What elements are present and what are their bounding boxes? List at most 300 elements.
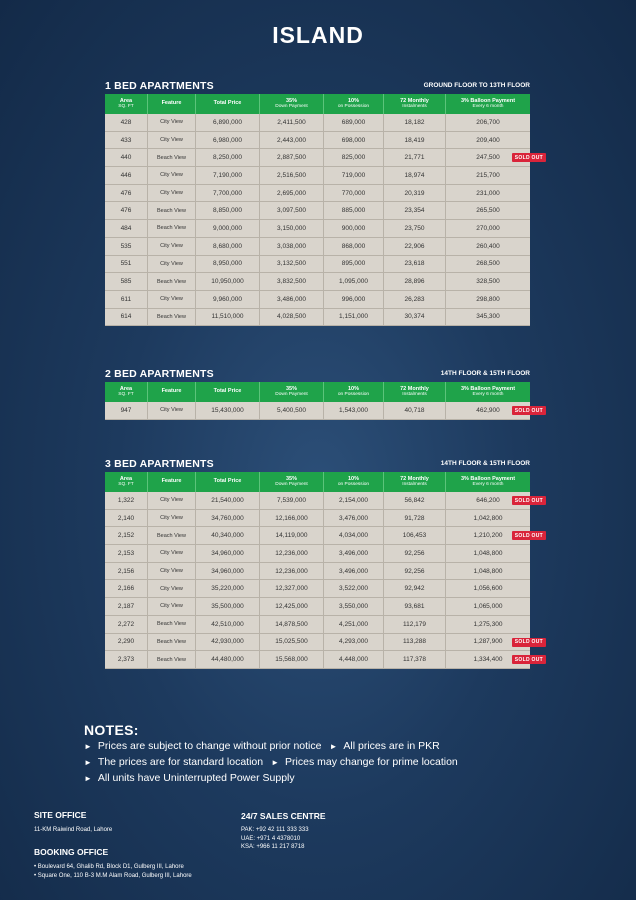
monthly-cell: 56,842 bbox=[384, 492, 446, 510]
balloon-value: 1,042,800 bbox=[473, 514, 503, 522]
column-header-sub: Down Payment bbox=[275, 104, 308, 110]
possession-cell: 1,543,000 bbox=[324, 402, 384, 420]
section-title: 2 BED APARTMENTS bbox=[105, 368, 214, 380]
total-price-cell: 44,480,000 bbox=[196, 651, 260, 669]
balloon-value: 231,000 bbox=[476, 189, 500, 197]
feature-cell: City View bbox=[148, 563, 196, 581]
down-payment-cell: 7,539,000 bbox=[260, 492, 324, 510]
monthly-cell: 23,618 bbox=[384, 256, 446, 274]
column-header-sub: SQ. FT bbox=[118, 392, 134, 398]
page-title: ISLAND bbox=[272, 22, 364, 48]
feature-cell: City View bbox=[148, 114, 196, 132]
column-header bbox=[105, 94, 148, 114]
section-floor-range: 14TH FLOOR & 15TH FLOOR bbox=[440, 460, 530, 467]
column-header-sub: Down Payment bbox=[275, 482, 308, 488]
balloon-value: 462,900 bbox=[476, 406, 500, 414]
total-price-cell: 11,510,000 bbox=[196, 309, 260, 327]
balloon-cell bbox=[446, 598, 530, 616]
monthly-cell: 22,906 bbox=[384, 238, 446, 256]
column-header bbox=[384, 94, 446, 114]
possession-cell: 689,000 bbox=[324, 114, 384, 132]
table-row bbox=[105, 114, 530, 132]
table-row bbox=[105, 527, 530, 545]
column-header bbox=[148, 94, 196, 114]
column-header-main: Total Price bbox=[213, 388, 242, 395]
balloon-value: 265,500 bbox=[476, 207, 500, 215]
down-payment-cell: 12,327,000 bbox=[260, 580, 324, 598]
monthly-cell: 18,182 bbox=[384, 114, 446, 132]
sold-out-badge: SOLD OUT bbox=[512, 496, 546, 505]
possession-cell: 1,095,000 bbox=[324, 273, 384, 291]
possession-cell: 4,251,000 bbox=[324, 616, 384, 634]
area-cell: 614 bbox=[105, 309, 148, 327]
feature-cell: Beach View bbox=[148, 651, 196, 669]
total-price-cell: 34,760,000 bbox=[196, 510, 260, 528]
balloon-cell bbox=[446, 651, 543, 669]
booking-office bbox=[34, 847, 192, 880]
column-header-main: Feature bbox=[161, 388, 182, 395]
down-payment-cell: 3,097,500 bbox=[260, 202, 324, 220]
column-header bbox=[196, 472, 260, 492]
monthly-cell: 92,942 bbox=[384, 580, 446, 598]
area-cell: 2,272 bbox=[105, 616, 148, 634]
area-cell: 433 bbox=[105, 132, 148, 150]
column-header-main: Feature bbox=[161, 478, 182, 485]
area-cell: 2,373 bbox=[105, 651, 148, 669]
column-header-main: 35% bbox=[285, 475, 297, 482]
price-table bbox=[105, 94, 543, 326]
note-item: All prices are in PKR bbox=[343, 740, 440, 752]
column-header-main: 35% bbox=[285, 97, 297, 104]
possession-cell: 1,151,000 bbox=[324, 309, 384, 327]
sales-centre bbox=[241, 811, 326, 852]
monthly-cell: 18,974 bbox=[384, 167, 446, 185]
area-cell: 484 bbox=[105, 220, 148, 238]
balloon-cell bbox=[446, 527, 543, 545]
balloon-value: 260,400 bbox=[476, 242, 500, 250]
monthly-cell: 28,896 bbox=[384, 273, 446, 291]
notes bbox=[84, 722, 466, 786]
column-header bbox=[196, 382, 260, 402]
section-2-bed bbox=[105, 368, 543, 420]
monthly-cell: 106,453 bbox=[384, 527, 446, 545]
feature-cell: City View bbox=[148, 510, 196, 528]
column-header bbox=[324, 472, 384, 492]
area-cell: 476 bbox=[105, 202, 148, 220]
total-price-cell: 8,680,000 bbox=[196, 238, 260, 256]
area-cell: 2,166 bbox=[105, 580, 148, 598]
column-header bbox=[196, 94, 260, 114]
table-row bbox=[105, 185, 530, 203]
balloon-value: 1,056,600 bbox=[473, 585, 503, 593]
monthly-cell: 92,256 bbox=[384, 563, 446, 581]
column-header bbox=[260, 94, 324, 114]
down-payment-cell: 2,516,500 bbox=[260, 167, 324, 185]
column-header-sub: Instalments bbox=[402, 104, 427, 110]
table-row bbox=[105, 202, 530, 220]
down-payment-cell: 12,236,000 bbox=[260, 563, 324, 581]
down-payment-cell: 14,119,000 bbox=[260, 527, 324, 545]
down-payment-cell: 2,695,000 bbox=[260, 185, 324, 203]
table-row bbox=[105, 634, 530, 652]
column-header-sub: Every 6 month bbox=[472, 392, 504, 398]
arrow-bullet-icon: ► bbox=[84, 758, 92, 767]
total-price-cell: 7,700,000 bbox=[196, 185, 260, 203]
down-payment-cell: 2,411,500 bbox=[260, 114, 324, 132]
sold-out-badge: SOLD OUT bbox=[512, 655, 546, 664]
monthly-cell: 117,378 bbox=[384, 651, 446, 669]
balloon-cell bbox=[446, 149, 543, 167]
column-header-sub: Every 6 month bbox=[472, 104, 504, 110]
column-header-main: 3% Balloon Payment bbox=[460, 97, 516, 104]
table-row bbox=[105, 256, 530, 274]
table-row bbox=[105, 167, 530, 185]
column-header-sub: Instalments bbox=[402, 482, 427, 488]
column-header bbox=[148, 472, 196, 492]
monthly-cell: 92,256 bbox=[384, 545, 446, 563]
table-row bbox=[105, 616, 530, 634]
down-payment-cell: 12,166,000 bbox=[260, 510, 324, 528]
column-header-sub: SQ. FT bbox=[118, 104, 134, 110]
balloon-value: 345,300 bbox=[476, 313, 500, 321]
table-row bbox=[105, 510, 530, 528]
balloon-cell bbox=[446, 132, 530, 150]
balloon-cell bbox=[446, 202, 530, 220]
balloon-cell bbox=[446, 402, 543, 420]
section-title: 1 BED APARTMENTS bbox=[105, 80, 214, 92]
feature-cell: Beach View bbox=[148, 527, 196, 545]
table-row bbox=[105, 291, 530, 309]
monthly-cell: 91,728 bbox=[384, 510, 446, 528]
note-item: Prices may change for prime location bbox=[285, 756, 458, 768]
table-row bbox=[105, 563, 530, 581]
down-payment-cell: 3,038,000 bbox=[260, 238, 324, 256]
table-row bbox=[105, 598, 530, 616]
table-row bbox=[105, 651, 530, 669]
sold-out-badge: SOLD OUT bbox=[512, 153, 546, 162]
monthly-cell: 112,179 bbox=[384, 616, 446, 634]
down-payment-cell: 5,400,500 bbox=[260, 402, 324, 420]
possession-cell: 698,000 bbox=[324, 132, 384, 150]
feature-cell: City View bbox=[148, 545, 196, 563]
balloon-cell bbox=[446, 220, 530, 238]
total-price-cell: 42,510,000 bbox=[196, 616, 260, 634]
column-header-sub: on Possession bbox=[337, 482, 370, 488]
possession-cell: 3,476,000 bbox=[324, 510, 384, 528]
possession-cell: 868,000 bbox=[324, 238, 384, 256]
feature-cell: City View bbox=[148, 291, 196, 309]
possession-cell: 3,496,000 bbox=[324, 545, 384, 563]
booking-office-address-2: • Square One, 110 B-3 M.M Alam Road, Gulberg III, Lahore bbox=[34, 872, 192, 879]
possession-cell: 770,000 bbox=[324, 185, 384, 203]
column-header bbox=[446, 382, 530, 402]
balloon-value: 268,500 bbox=[476, 260, 500, 268]
monthly-cell: 18,419 bbox=[384, 132, 446, 150]
balloon-cell bbox=[446, 545, 530, 563]
column-header bbox=[446, 94, 530, 114]
column-header-main: 3% Balloon Payment bbox=[460, 385, 516, 392]
column-header bbox=[105, 382, 148, 402]
area-cell: 428 bbox=[105, 114, 148, 132]
section-floor-range: GROUND FLOOR TO 13TH FLOOR bbox=[423, 82, 530, 89]
balloon-value: 1,065,000 bbox=[473, 602, 503, 610]
balloon-cell bbox=[446, 492, 543, 510]
total-price-cell: 35,220,000 bbox=[196, 580, 260, 598]
area-cell: 2,140 bbox=[105, 510, 148, 528]
down-payment-cell: 3,486,000 bbox=[260, 291, 324, 309]
column-header-main: 3% Balloon Payment bbox=[460, 475, 516, 482]
section-floor-range: 14TH FLOOR & 15TH FLOOR bbox=[440, 370, 530, 377]
arrow-bullet-icon: ► bbox=[329, 742, 338, 751]
down-payment-cell: 2,443,000 bbox=[260, 132, 324, 150]
arrow-bullet-icon: ► bbox=[271, 758, 280, 767]
sales-phone-uae: UAE: +971 4 4378010 bbox=[241, 835, 301, 842]
monthly-cell: 23,750 bbox=[384, 220, 446, 238]
total-price-cell: 9,000,000 bbox=[196, 220, 260, 238]
total-price-cell: 8,950,000 bbox=[196, 256, 260, 274]
site-office bbox=[34, 810, 112, 835]
area-cell: 2,290 bbox=[105, 634, 148, 652]
possession-cell: 4,034,000 bbox=[324, 527, 384, 545]
notes-line bbox=[84, 756, 466, 770]
possession-cell: 4,448,000 bbox=[324, 651, 384, 669]
possession-cell: 3,496,000 bbox=[324, 563, 384, 581]
column-header-main: Area bbox=[119, 385, 133, 392]
balloon-value: 1,334,400 bbox=[473, 656, 503, 664]
down-payment-cell: 2,887,500 bbox=[260, 149, 324, 167]
column-header-main: Total Price bbox=[213, 100, 242, 107]
notes-list bbox=[84, 740, 466, 786]
possession-cell: 4,293,000 bbox=[324, 634, 384, 652]
balloon-value: 1,275,300 bbox=[473, 620, 503, 628]
balloon-cell bbox=[446, 616, 530, 634]
column-header-main: 10% bbox=[347, 475, 359, 482]
area-cell: 585 bbox=[105, 273, 148, 291]
feature-cell: City View bbox=[148, 256, 196, 274]
area-cell: 947 bbox=[105, 402, 148, 420]
down-payment-cell: 12,425,000 bbox=[260, 598, 324, 616]
area-cell: 611 bbox=[105, 291, 148, 309]
monthly-cell: 21,771 bbox=[384, 149, 446, 167]
sold-out-badge: SOLD OUT bbox=[512, 638, 546, 647]
sales-centre-title: 24/7 SALES CENTRE bbox=[241, 811, 326, 821]
section-3-bed bbox=[105, 458, 543, 669]
balloon-cell bbox=[446, 563, 530, 581]
column-header bbox=[446, 472, 530, 492]
column-header-main: Total Price bbox=[213, 478, 242, 485]
section-1-bed bbox=[105, 80, 543, 326]
column-header-main: 35% bbox=[285, 385, 297, 392]
possession-cell: 996,000 bbox=[324, 291, 384, 309]
possession-cell: 3,550,000 bbox=[324, 598, 384, 616]
balloon-value: 215,700 bbox=[476, 171, 500, 179]
balloon-value: 646,200 bbox=[476, 496, 500, 504]
area-cell: 2,152 bbox=[105, 527, 148, 545]
balloon-value: 270,000 bbox=[476, 224, 500, 232]
sales-phone-ksa: KSA: +966 11 217 8718 bbox=[241, 844, 305, 851]
table-row bbox=[105, 149, 530, 167]
header-row bbox=[105, 472, 530, 492]
column-header bbox=[148, 382, 196, 402]
feature-cell: City View bbox=[148, 402, 196, 420]
balloon-cell bbox=[446, 167, 530, 185]
site-office-address: 11-KM Raiwind Road, Lahore bbox=[34, 827, 113, 833]
total-price-cell: 34,960,000 bbox=[196, 545, 260, 563]
area-cell: 2,153 bbox=[105, 545, 148, 563]
balloon-cell bbox=[446, 510, 530, 528]
area-cell: 476 bbox=[105, 185, 148, 203]
down-payment-cell: 4,028,500 bbox=[260, 309, 324, 327]
down-payment-cell: 3,150,000 bbox=[260, 220, 324, 238]
feature-cell: Beach View bbox=[148, 273, 196, 291]
column-header-sub: Instalments bbox=[402, 392, 427, 398]
monthly-cell: 40,718 bbox=[384, 402, 446, 420]
sold-out-badge: SOLD OUT bbox=[512, 406, 546, 415]
booking-office-title: BOOKING OFFICE bbox=[34, 847, 109, 857]
monthly-cell: 23,354 bbox=[384, 202, 446, 220]
balloon-cell bbox=[446, 634, 543, 652]
monthly-cell: 30,374 bbox=[384, 309, 446, 327]
table-row bbox=[105, 238, 530, 256]
header-row bbox=[105, 382, 530, 402]
area-cell: 2,156 bbox=[105, 563, 148, 581]
total-price-cell: 8,850,000 bbox=[196, 202, 260, 220]
table-row bbox=[105, 492, 530, 510]
column-header bbox=[260, 382, 324, 402]
down-payment-cell: 15,568,000 bbox=[260, 651, 324, 669]
down-payment-cell: 15,025,500 bbox=[260, 634, 324, 652]
note-item: The prices are for standard location bbox=[97, 756, 264, 768]
notes-line bbox=[84, 772, 466, 786]
column-header-sub: on Possession bbox=[337, 392, 370, 398]
balloon-value: 328,500 bbox=[476, 278, 500, 286]
down-payment-cell: 3,832,500 bbox=[260, 273, 324, 291]
feature-cell: City View bbox=[148, 167, 196, 185]
total-price-cell: 6,980,000 bbox=[196, 132, 260, 150]
area-cell: 535 bbox=[105, 238, 148, 256]
balloon-cell bbox=[446, 256, 530, 274]
column-header-main: 10% bbox=[347, 385, 359, 392]
total-price-cell: 15,430,000 bbox=[196, 402, 260, 420]
column-header bbox=[105, 472, 148, 492]
column-header bbox=[324, 382, 384, 402]
arrow-bullet-icon: ► bbox=[84, 742, 92, 751]
column-header-sub: on Possession bbox=[337, 104, 370, 110]
column-header bbox=[260, 472, 324, 492]
sold-out-badge: SOLD OUT bbox=[512, 531, 546, 540]
feature-cell: City View bbox=[148, 492, 196, 510]
possession-cell: 885,000 bbox=[324, 202, 384, 220]
price-table bbox=[105, 382, 543, 420]
possession-cell: 825,000 bbox=[324, 149, 384, 167]
possession-cell: 895,000 bbox=[324, 256, 384, 274]
total-price-cell: 8,250,000 bbox=[196, 149, 260, 167]
balloon-cell bbox=[446, 185, 530, 203]
column-header-sub: SQ. FT bbox=[118, 482, 134, 488]
note-item: Prices are subject to change without prior notice bbox=[97, 740, 322, 752]
balloon-cell bbox=[446, 309, 530, 327]
balloon-value: 1,210,200 bbox=[473, 532, 503, 540]
table-row bbox=[105, 309, 530, 327]
table-row bbox=[105, 132, 530, 150]
sales-phone-pak: PAK: +92 42 111 333 333 bbox=[241, 827, 309, 833]
column-header-main: 72 Monthly bbox=[400, 97, 429, 104]
balloon-cell bbox=[446, 114, 530, 132]
feature-cell: City View bbox=[148, 185, 196, 203]
table-row bbox=[105, 580, 530, 598]
table-row bbox=[105, 545, 530, 563]
monthly-cell: 20,319 bbox=[384, 185, 446, 203]
balloon-value: 206,700 bbox=[476, 118, 500, 126]
total-price-cell: 42,930,000 bbox=[196, 634, 260, 652]
arrow-bullet-icon: ► bbox=[84, 774, 92, 783]
total-price-cell: 34,960,000 bbox=[196, 563, 260, 581]
balloon-value: 209,400 bbox=[476, 136, 500, 144]
column-header bbox=[384, 472, 446, 492]
total-price-cell: 40,340,000 bbox=[196, 527, 260, 545]
area-cell: 1,322 bbox=[105, 492, 148, 510]
balloon-value: 1,048,800 bbox=[473, 567, 503, 575]
area-cell: 551 bbox=[105, 256, 148, 274]
possession-cell: 719,000 bbox=[324, 167, 384, 185]
column-header bbox=[384, 382, 446, 402]
possession-cell: 3,522,000 bbox=[324, 580, 384, 598]
column-header-main: Area bbox=[119, 475, 133, 482]
feature-cell: Beach View bbox=[148, 202, 196, 220]
area-cell: 446 bbox=[105, 167, 148, 185]
section-title: 3 BED APARTMENTS bbox=[105, 458, 214, 470]
feature-cell: Beach View bbox=[148, 634, 196, 652]
balloon-cell bbox=[446, 291, 530, 309]
column-header-sub: Every 6 month bbox=[472, 482, 504, 488]
balloon-cell bbox=[446, 580, 530, 598]
column-header-main: Area bbox=[119, 97, 133, 104]
area-cell: 440 bbox=[105, 149, 148, 167]
price-table bbox=[105, 472, 543, 669]
possession-cell: 2,154,000 bbox=[324, 492, 384, 510]
feature-cell: City View bbox=[148, 580, 196, 598]
notes-line bbox=[84, 740, 466, 754]
monthly-cell: 93,681 bbox=[384, 598, 446, 616]
table-row bbox=[105, 273, 530, 291]
balloon-value: 298,800 bbox=[476, 295, 500, 303]
column-header-main: 72 Monthly bbox=[400, 475, 429, 482]
balloon-value: 1,287,900 bbox=[473, 638, 503, 646]
area-cell: 2,187 bbox=[105, 598, 148, 616]
balloon-value: 1,048,800 bbox=[473, 549, 503, 557]
column-header bbox=[324, 94, 384, 114]
table-row bbox=[105, 402, 530, 420]
notes-title: NOTES: bbox=[84, 722, 139, 738]
column-header-sub: Down Payment bbox=[275, 392, 308, 398]
site-office-title: SITE OFFICE bbox=[34, 810, 87, 820]
total-price-cell: 10,950,000 bbox=[196, 273, 260, 291]
feature-cell: Beach View bbox=[148, 149, 196, 167]
feature-cell: City View bbox=[148, 238, 196, 256]
column-header-main: 72 Monthly bbox=[400, 385, 429, 392]
feature-cell: City View bbox=[148, 598, 196, 616]
feature-cell: City View bbox=[148, 132, 196, 150]
booking-office-address-1: • Boulevard 64, Ghalib Rd, Block D1, Gulberg III, Lahore bbox=[34, 864, 184, 870]
down-payment-cell: 14,878,500 bbox=[260, 616, 324, 634]
feature-cell: Beach View bbox=[148, 309, 196, 327]
possession-cell: 900,000 bbox=[324, 220, 384, 238]
total-price-cell: 7,190,000 bbox=[196, 167, 260, 185]
total-price-cell: 35,500,000 bbox=[196, 598, 260, 616]
column-header-main: Feature bbox=[161, 100, 182, 107]
total-price-cell: 6,890,000 bbox=[196, 114, 260, 132]
balloon-value: 247,500 bbox=[476, 154, 500, 162]
